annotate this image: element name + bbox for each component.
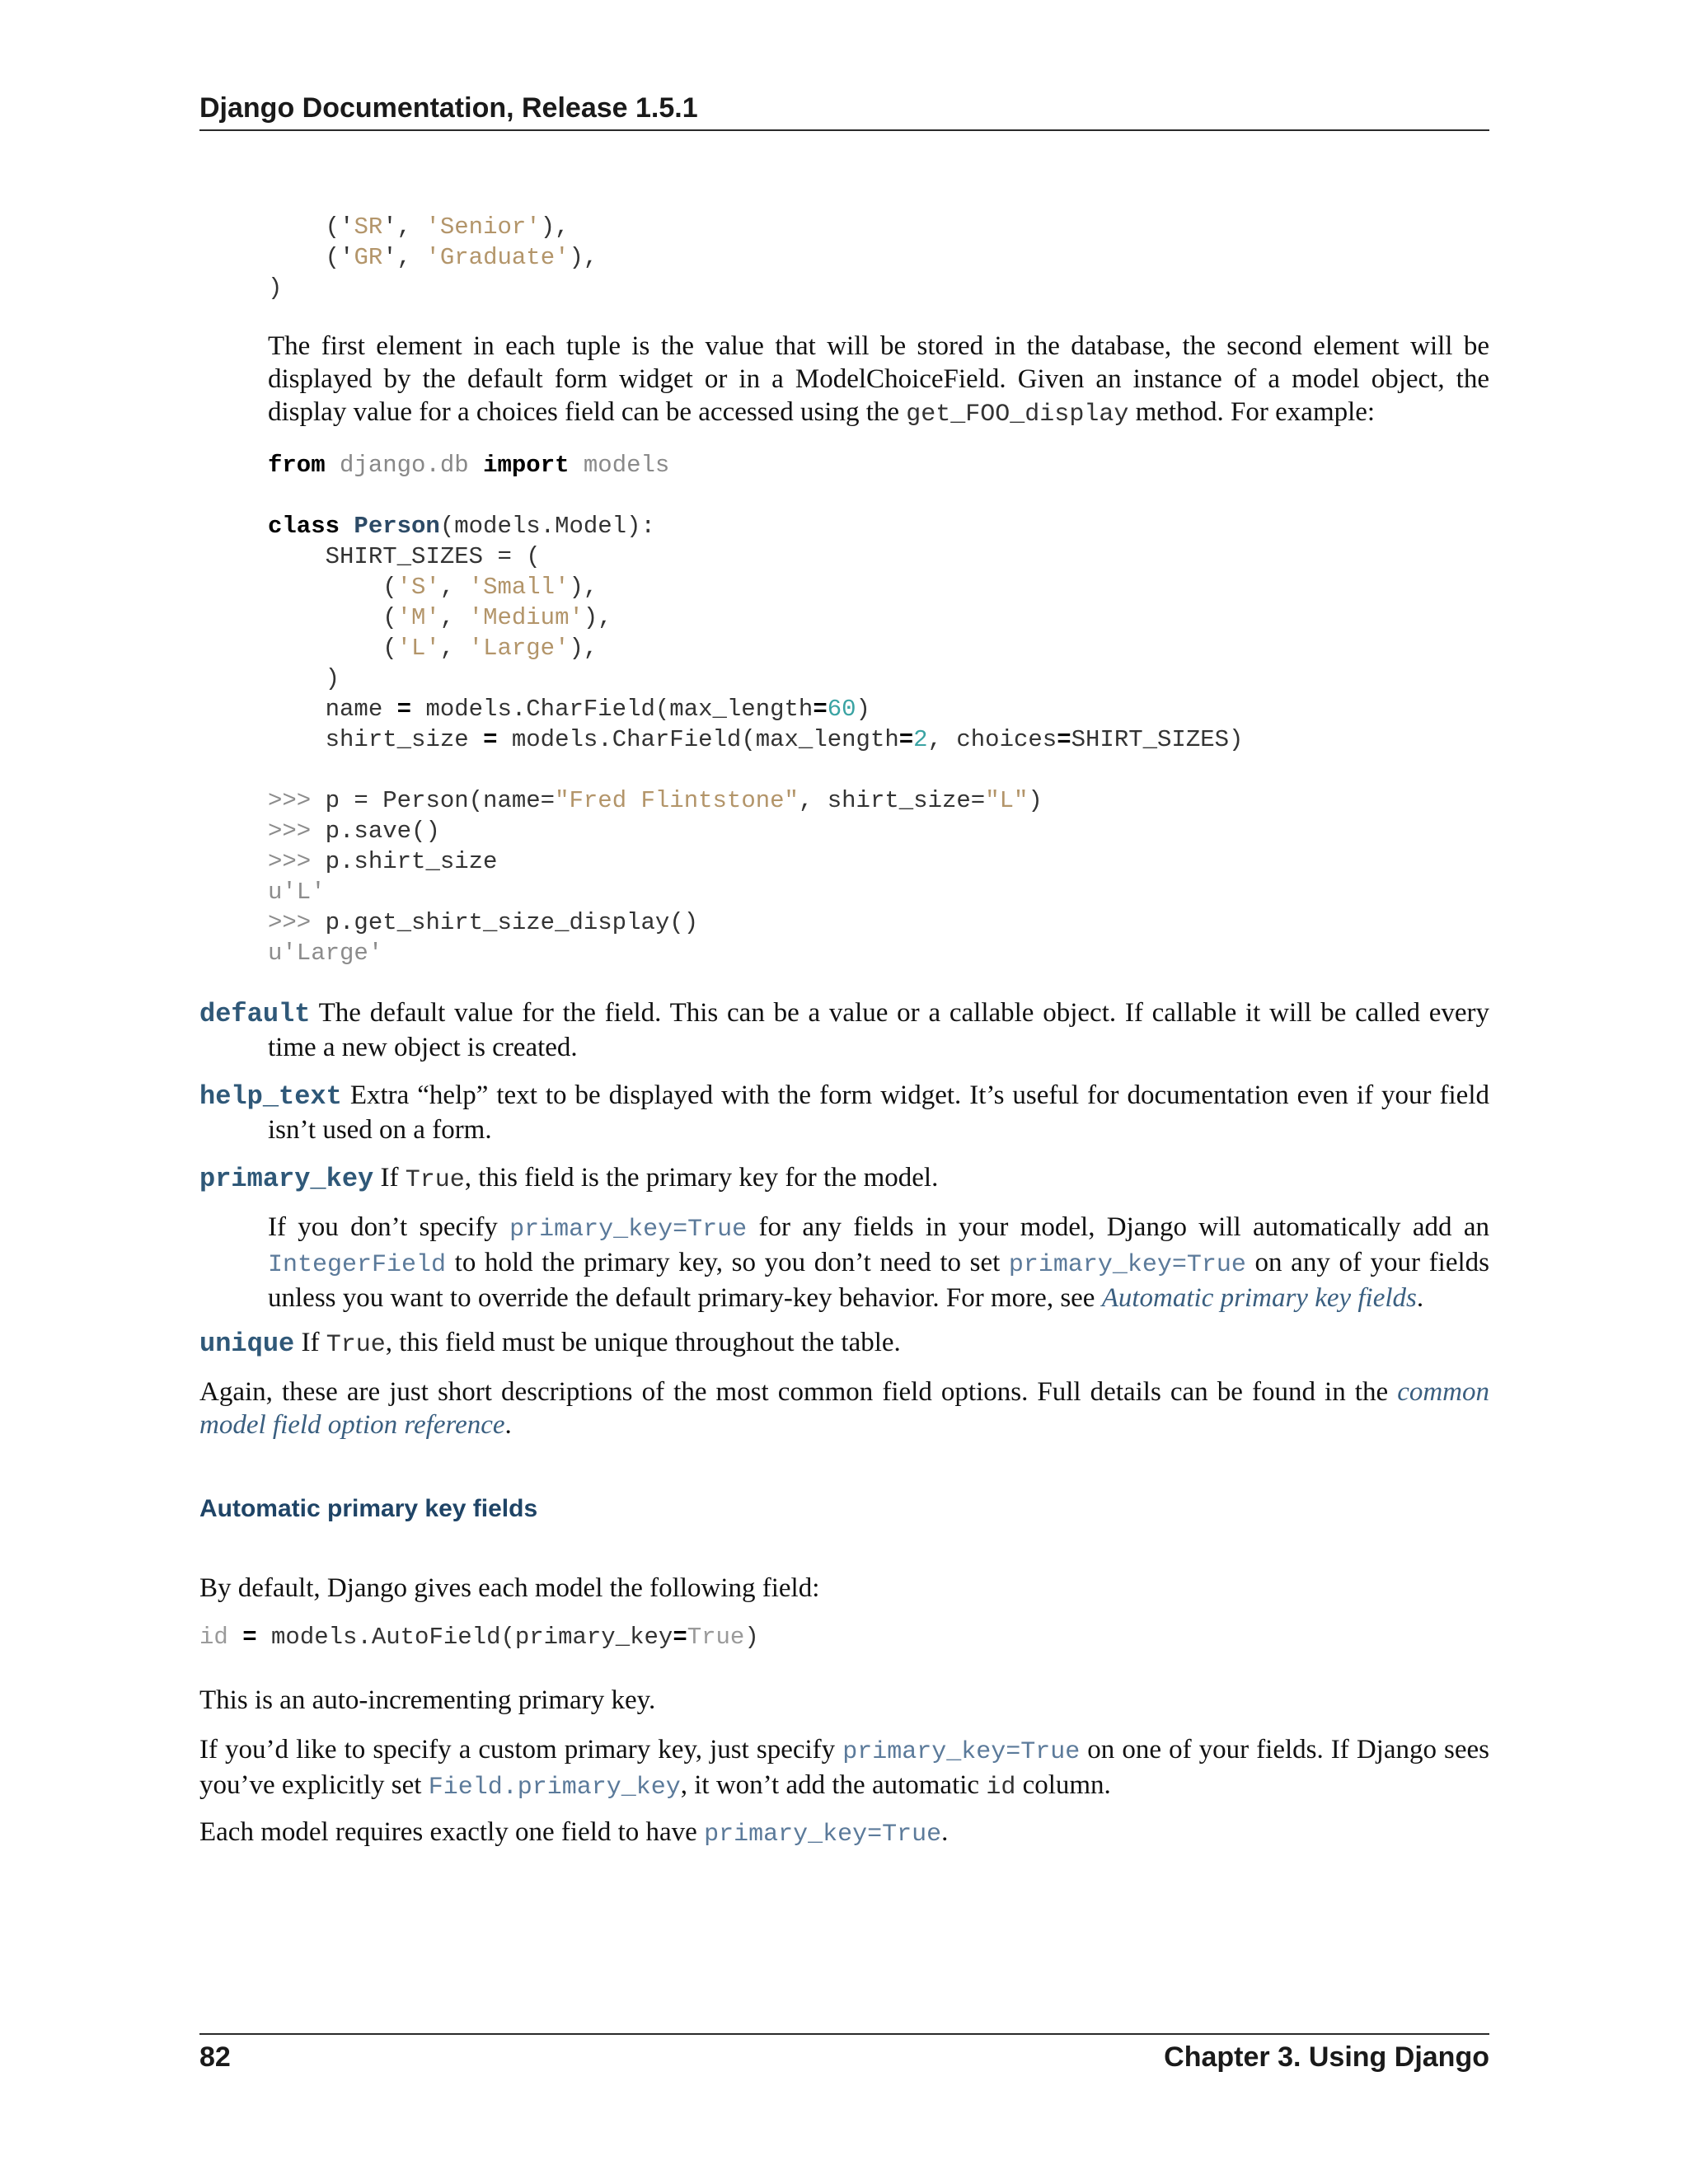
field-primary-key-link[interactable]: Field.primary_key	[428, 1774, 681, 1802]
common-model-field-option-reference-link[interactable]: common model field option reference	[199, 1377, 1489, 1440]
chapter-title: Chapter 3. Using Django	[1164, 2041, 1489, 2073]
integerfield-link[interactable]: IntegerField	[268, 1251, 447, 1279]
footer-rule	[199, 2033, 1489, 2035]
term-help-text: help_text	[199, 1081, 342, 1112]
term-unique: unique	[199, 1329, 295, 1359]
definition-unique: unique If True, this field must be unique throughout the table.	[199, 1328, 901, 1359]
definition-default: default The default value for the field. This can be a value or a callable object. If callable it will be called every time a new object is created.	[199, 998, 1490, 1062]
field-options-summary-paragraph: Again, these are just short descriptions of the most common field options. Full details can be found in the common model field option reference.	[199, 1377, 1489, 1440]
section-heading-automatic-primary-key-fields: Automatic primary key fields	[199, 1495, 538, 1522]
primary-key-true-ref: primary_key=True	[509, 1216, 748, 1244]
code-block-person-model: from django.db import models class Person(models.Model): SHIRT_SIZES = ( ('S', 'Small'), ('M', 'Medium'), ('L', 'Large'), ) name = models.CharField(max_length=60) shirt_size = models.CharField(max_length=2, choices=SHIRT_SIZES)	[268, 452, 1244, 753]
primary-key-detail-paragraph: If you don’t specify primary_key=True for any fields in your model, Django will automatically add an IntegerField to hold the primary key, so you don’t need to set primary_key=True on any of your fields unless you want to override the default primary-key behavior. For more, see Automatic primary key fields.	[268, 1212, 1489, 1313]
definition-help-text: help_text Extra “help” text to be displayed with the form widget. It’s useful for documentation even if your field isn’t used on a form.	[199, 1080, 1489, 1145]
auto-increment-paragraph: This is an auto-incrementing primary key.	[199, 1685, 656, 1715]
primary-key-true-ref: primary_key=True	[842, 1738, 1081, 1766]
page-number: 82	[199, 2041, 231, 2073]
term-default: default	[199, 999, 311, 1029]
header-rule	[199, 129, 1489, 131]
code-block-interactive-session: >>> p = Person(name="Fred Flintstone", shirt_size="L") >>> p.save() >>> p.shirt_size u'L' >>> p.get_shirt_size_display() u'Large'	[268, 787, 1043, 967]
primary-key-true-ref: primary_key=True	[704, 1821, 942, 1849]
definition-primary-key: primary_key If True, this field is the primary key for the model.	[199, 1163, 939, 1194]
exactly-one-primary-key-paragraph: Each model requires exactly one field to have primary_key=True.	[199, 1817, 949, 1849]
choices-explanation-paragraph: The first element in each tuple is the value that will be stored in the database, the second element will be displayed by the default form widget or in a ModelChoiceField. Given an instance of a model object, the display value for a choices field can be accessed using the get_FOO_display method. For example:	[268, 331, 1489, 429]
default-field-paragraph: By default, Django gives each model the following field:	[199, 1573, 820, 1603]
code-block-choices-tail: ('SR', 'Senior'), ('GR', 'Graduate'), )	[268, 213, 598, 302]
term-primary-key: primary_key	[199, 1164, 374, 1194]
custom-primary-key-paragraph: If you’d like to specify a custom primary key, just specify primary_key=True on one of your fields. If Django sees you’ve explicitly set Field.primary_key, it won’t add the automatic id column.	[199, 1735, 1489, 1802]
code-block-autofield: id = models.AutoField(primary_key=True)	[199, 1624, 759, 1651]
primary-key-true-ref: primary_key=True	[1008, 1251, 1246, 1279]
page-header-title: Django Documentation, Release 1.5.1	[199, 92, 698, 124]
automatic-primary-key-fields-link[interactable]: Automatic primary key fields	[1101, 1283, 1417, 1313]
